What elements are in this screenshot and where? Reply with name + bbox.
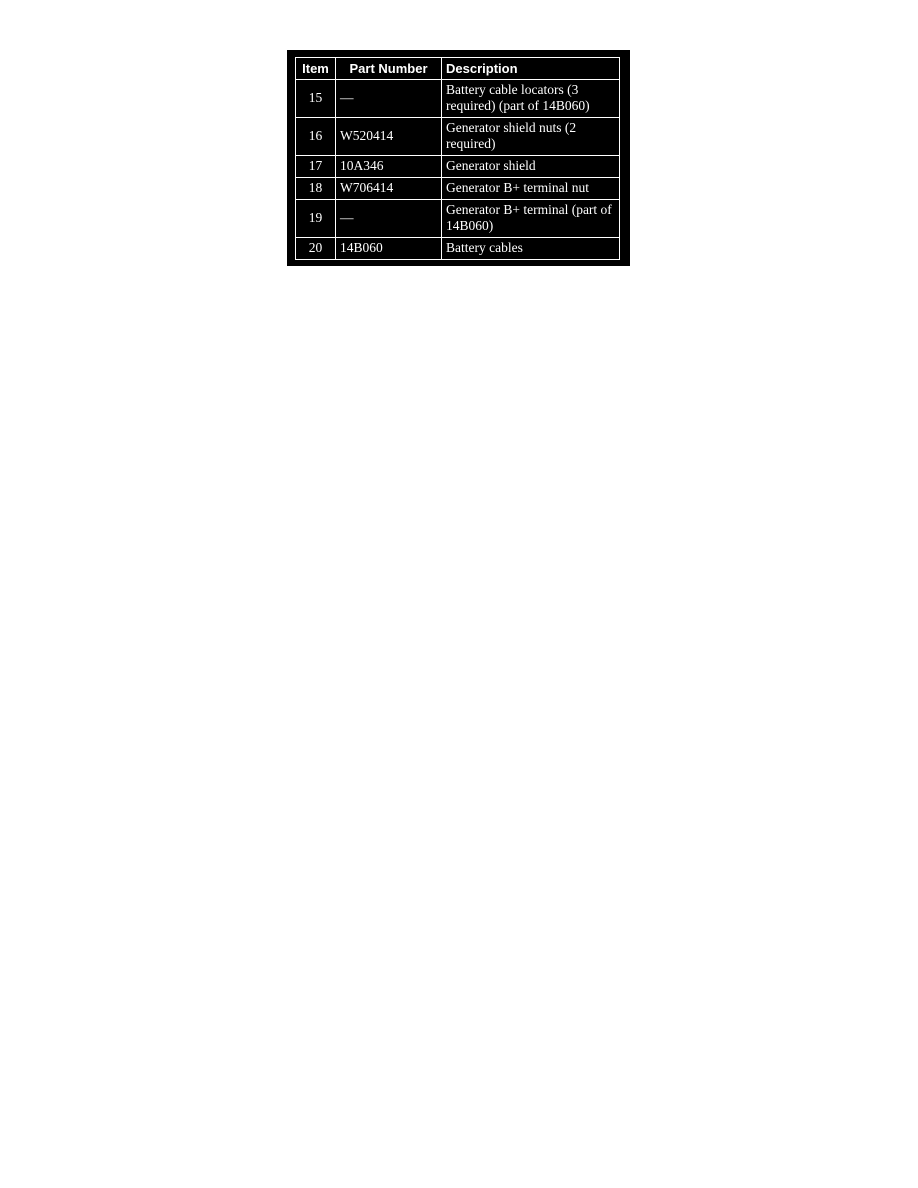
item-cell: 19 [296, 200, 336, 238]
parts-table [295, 57, 620, 260]
description-cell: Battery cables [442, 238, 620, 260]
parts-table-container [287, 50, 630, 266]
table-body [296, 80, 620, 260]
column-header-part-number: Part Number [336, 58, 442, 80]
item-cell: 16 [296, 118, 336, 156]
part-number-cell: W520414 [336, 118, 442, 156]
table-row [296, 156, 620, 178]
part-number-cell: — [336, 200, 442, 238]
table-header-row [296, 58, 620, 80]
description-cell: Generator shield [442, 156, 620, 178]
table-row [296, 200, 620, 238]
item-cell: 20 [296, 238, 336, 260]
part-number-cell: 10A346 [336, 156, 442, 178]
item-cell: 15 [296, 80, 336, 118]
description-cell: Battery cable locators (3 required) (part of 14B060) [442, 80, 620, 118]
description-cell: Generator B+ terminal (part of 14B060) [442, 200, 620, 238]
table-row [296, 80, 620, 118]
column-header-item: Item [296, 58, 336, 80]
table-row [296, 118, 620, 156]
item-cell: 18 [296, 178, 336, 200]
table-row [296, 178, 620, 200]
item-cell: 17 [296, 156, 336, 178]
description-cell: Generator B+ terminal nut [442, 178, 620, 200]
part-number-cell: 14B060 [336, 238, 442, 260]
table-row [296, 238, 620, 260]
part-number-cell: — [336, 80, 442, 118]
column-header-description: Description [442, 58, 620, 80]
description-cell: Generator shield nuts (2 required) [442, 118, 620, 156]
part-number-cell: W706414 [336, 178, 442, 200]
